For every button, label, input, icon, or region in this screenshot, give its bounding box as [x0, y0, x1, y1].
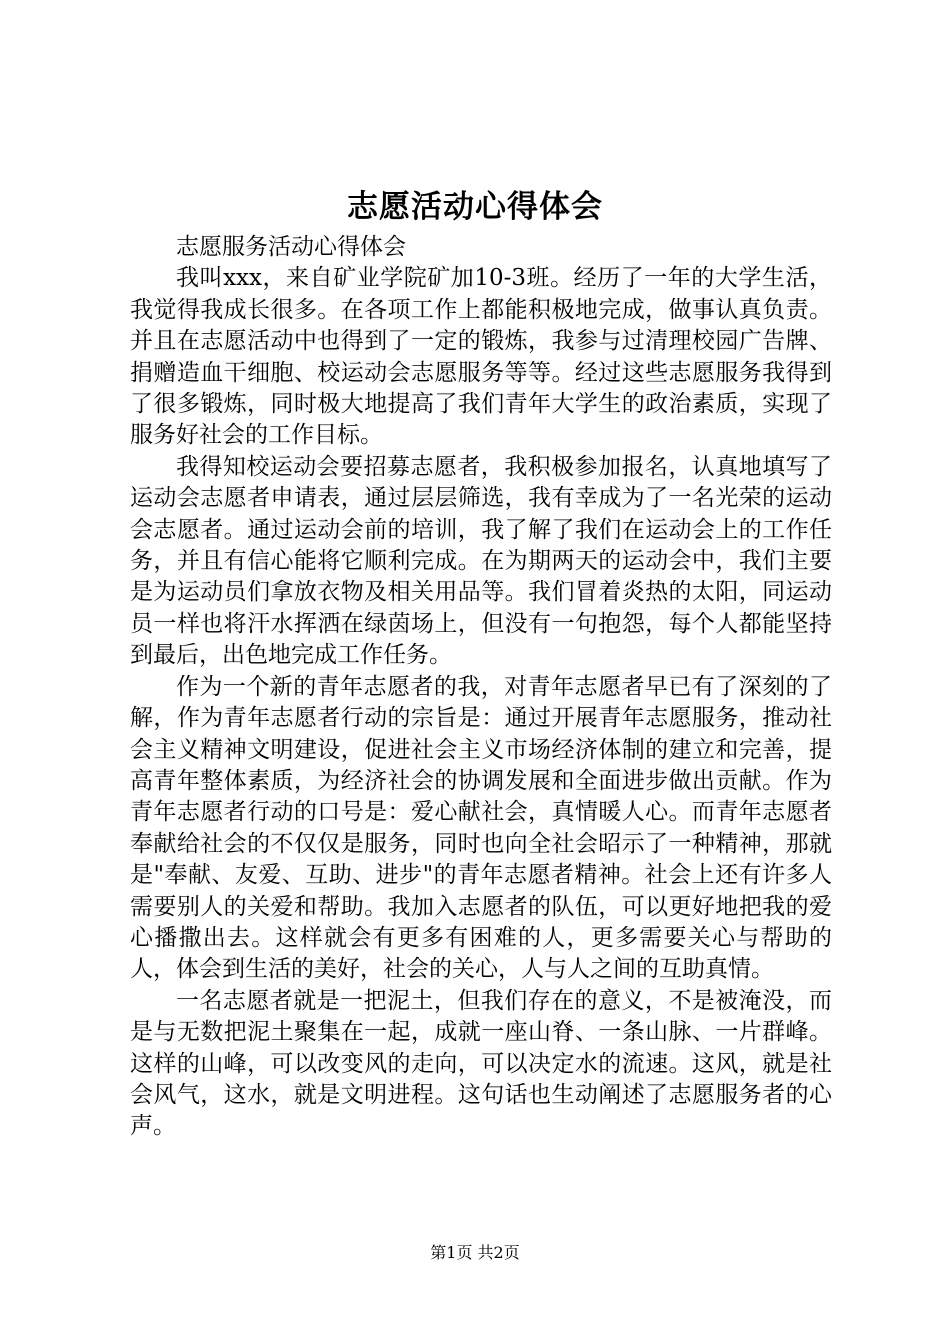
document-title: 志愿活动心得体会: [347, 189, 603, 225]
document-body: [130, 232, 832, 1143]
body-paragraph: 一名志愿者就是一把泥土，但我们存在的意义，不是被淹没，而是与无数把泥土聚集在一起，成就一座山脊、一条山脉、一片群峰。这样的山峰，可以改变风的走向，可以决定水的流速。这风，就是社会风气，这水，就是文明进程。这句话也生动阐述了志愿服务者的心声。: [130, 987, 832, 1140]
body-paragraph: 我叫xxx，来自矿业学院矿加10-3班。经历了一年的大学生活，我觉得我成长很多。在各项工作上都能积极地完成，做事认真负责。并且在志愿活动中也得到了一定的锻炼，我参与过清理校园广告牌、捐赠造血干细胞、校运动会志愿服务等等。经过这些志愿服务我得到了很多锻炼，同时极大地提高了我们青年大学生的政治素质，实现了服务好社会的工作目标。: [130, 265, 832, 449]
subtitle-paragraph: 志愿服务活动心得体会: [176, 234, 406, 260]
page-number-footer: 第1页 共2页: [430, 1243, 520, 1262]
body-paragraph: 作为一个新的青年志愿者的我，对青年志愿者早已有了深刻的了解，作为青年志愿者行动的宗旨是：通过开展青年志愿服务，推动社会主义精神文明建设，促进社会主义市场经济体制的建立和完善，提高青年整体素质，为经济社会的协调发展和全面进步做出贡献。作为青年志愿者行动的口号是：爱心献社会，真情暖人心。而青年志愿者奉献给社会的不仅仅是服务，同时也向全社会昭示了一种精神，那就是"奉献、友爱、互助、进步"的青年志愿者精神。社会上还有许多人需要别人的关爱和帮助。我加入志愿者的队伍，可以更好地把我的爱心播撒出去。这样就会有更多有困难的人，更多需要关心与帮助的人，体会到生活的美好，社会的关心，人与人之间的互助真情。: [130, 673, 832, 983]
body-paragraph: 我得知校运动会要招募志愿者，我积极参加报名，认真地填写了运动会志愿者申请表，通过层层筛选，我有幸成为了一名光荣的运动会志愿者。通过运动会前的培训，我了解了我们在运动会上的工作任务，并且有信心能将它顺利完成。在为期两天的运动会中，我们主要是为运动员们拿放衣物及相关用品等。我们冒着炎热的太阳，同运动员一样也将汗水挥洒在绿茵场上，但没有一句抱怨，每个人都能坚持到最后，出色地完成工作任务。: [130, 453, 832, 669]
